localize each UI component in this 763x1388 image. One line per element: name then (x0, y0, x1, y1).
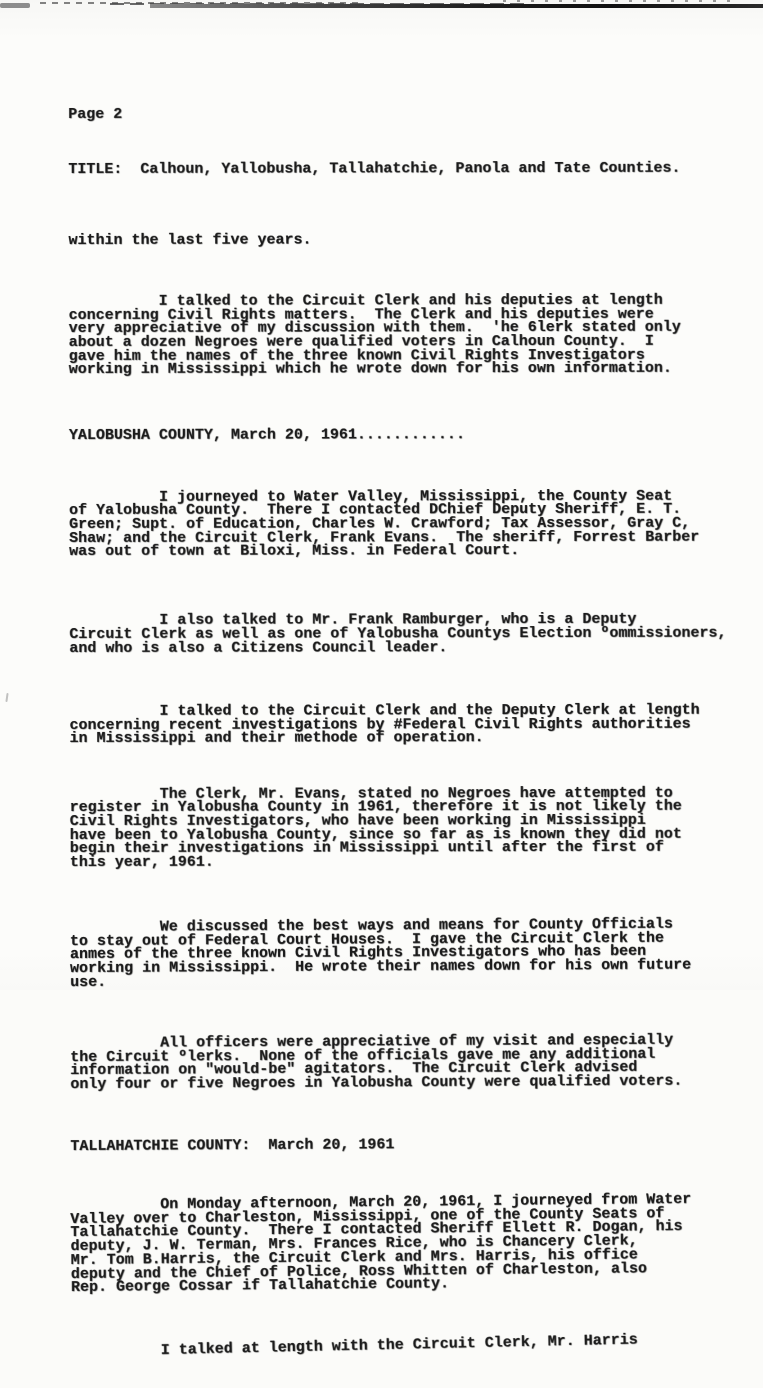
section-heading: YALOBUSHA COUNTY, March 20, 1961............ (68, 426, 466, 445)
paragraph: I talked to the Circuit Clerk and the Deputy Clerk at length concerning recent investigations by #Federal Civil Rights authorities in Mississippi and their methode of operation. (69, 701, 700, 748)
paragraph: We discussed the best ways and means for County Officials to stay out of Federal Court Houses. I gave the Circuit Clerk the anmes of the three known Civil Rights Investigators who has been working in Mississippi. He wrote their names down for his own future use. (69, 915, 692, 991)
paragraph: I talked at length with the Circuit Clerk, Mr. Harris (70, 1331, 638, 1361)
document-text (68, 0, 751, 1387)
scan-artifact-left-mark (5, 693, 8, 702)
paragraph: On Monday afternoon, March 20, 1961, I journeyed from Water Valley over to Charleston, Mississippi, one of the County Seats of Tallahatchie County. There I contacted Sheriff Ellett R. Dogan, his deputy, J. W. Terman, Mrs. Frances Rice, who is Chancery Clerk, Mr. Tom B.Harris, the Circuit Clerk and Mrs. Harris, his office deputy and the Chief of Police, Ross Whitten of Charleston, also Rep. George Cossar if Tallahatchie County. (70, 1191, 692, 1297)
paragraph: I also talked to Mr. Frank Ramburger, who is a Deputy Circuit Clerk as well as one of Yalobusha Countys Election ºommissioners, and who is also a Citizens Council leader. (69, 611, 727, 657)
paragraph: All officers were appreciative of my visit and especially the Circuit ºlerks. None of the officials gave me any additional information on "would-be" agitators. The Circuit Clerk advised only four or five Negroes in Yalobusha County were qualified voters. (70, 1031, 683, 1094)
paragraph: I talked to the Circuit Clerk and his deputies at length concerning Civil Rights matters. The Clerk and his deputies were very appreciative of my discussion with them. 'he 6lerk stated only about a dozen Negroes were qualified voters in Calhoun County. I gave him the names of the three known Civil Rights Investigators working in Mississippi which he wrote down for his own information. (68, 291, 681, 379)
paragraph: The Clerk, Mr. Evans, stated no Negroes have attempted to register in Yalobusha County in 1961, therefore it is not likely the Civil Rights Investigators, who have been working in Mississippi have been to Yalobusha County, since so far as is known they did not begin their investigations in Mississippi until after the first of this year, 1961. (69, 784, 682, 872)
section-heading: TALLAHATCHIE COUNTY: March 20, 1961 (70, 1136, 395, 1156)
paragraph: I journeyed to Water Valley, Mississippi, the County Seat of Yalobusha County. There I contacted DChief Deputy Sheriff, E. T. Green; Supt. of Education, Charles W. Crawford; Tax Assessor, Gray C, Shaw; and the Circuit Clerk, Frank Evans. The sheriff, Forrest Barber was out of town at Biloxi, Miss. in Federal Court. (69, 487, 700, 561)
title-line: TITLE: Calhoun, Yallobusha, Tallahatchie, Panola and Tate Counties. (68, 159, 681, 178)
scan-artifact-blob (0, 3, 30, 8)
paragraph: within the last five years. (68, 231, 312, 249)
page-number: Page 2 (68, 105, 123, 123)
